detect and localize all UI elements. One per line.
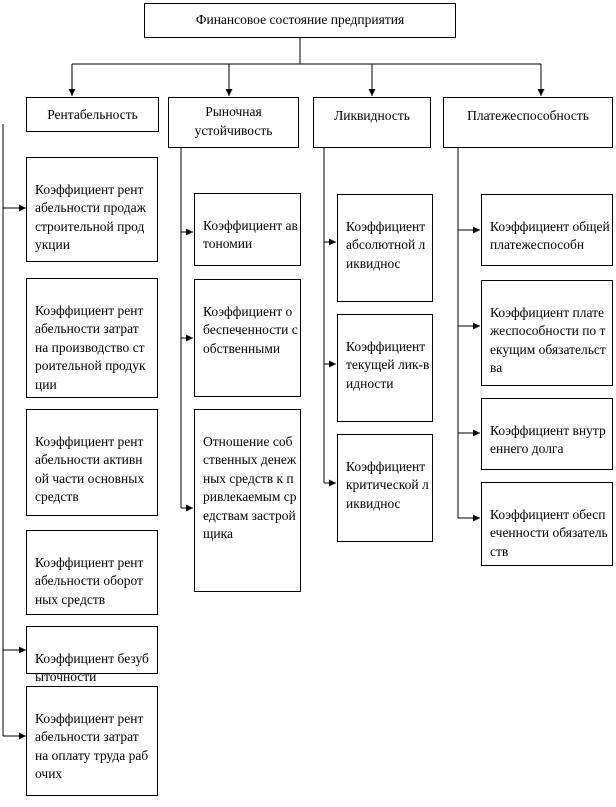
indicator-box	[26, 157, 158, 262]
indicator-label: Коэффициент платежеспособности по текущим обязательства	[490, 304, 606, 375]
indicator-label: Коэффициент обеспеченности обязательств	[490, 506, 608, 559]
indicator-label: Коэффициент общей платежеспособн	[490, 218, 610, 252]
category-box-3	[443, 97, 613, 148]
indicator-label: Коэффициент рентабельности оборотных средств	[35, 554, 144, 607]
indicator-label: Коэффициент внутреннего долга	[490, 422, 606, 456]
root-label: Финансовое состояние предприятия	[195, 12, 405, 27]
indicator-box	[194, 409, 301, 592]
indicator-box	[337, 194, 433, 302]
indicator-box	[194, 193, 301, 266]
category-label: Ликвидность	[334, 108, 410, 123]
root-box	[144, 3, 456, 38]
category-box-2	[313, 97, 431, 148]
indicator-label: Коэффициент обеспеченности собственными	[203, 303, 298, 356]
indicator-label: Коэффициент рентабельности затрат на производство строительной продукции	[35, 302, 146, 392]
indicator-box	[481, 194, 613, 266]
category-label: Рентабельность	[47, 107, 138, 122]
indicator-box	[26, 626, 158, 684]
indicator-label: Коэффициент автономии	[203, 217, 298, 251]
indicator-box	[337, 434, 433, 542]
indicator-box	[26, 530, 158, 615]
indicator-box	[26, 278, 158, 398]
indicator-label: Коэффициент абсолютной ликвиднос	[346, 218, 426, 271]
indicator-label: Коэффициент рентабельности активной части основных средств	[35, 433, 145, 504]
indicator-box	[481, 398, 613, 470]
indicator-box	[481, 482, 613, 566]
category-label: Рыночная устойчивость	[194, 104, 273, 138]
category-box-0	[26, 97, 159, 132]
indicator-box	[194, 279, 301, 397]
indicator-box	[26, 409, 158, 516]
category-box-1	[168, 97, 299, 148]
indicator-label: Коэффициент рентабельности затрат на оплату труда рабочих	[35, 710, 149, 781]
indicator-box	[481, 280, 613, 386]
indicator-label: Коэффициент текущей лик-видности	[346, 338, 430, 391]
indicator-label: Коэффициент критической ликвиднос	[346, 458, 429, 511]
indicator-box	[26, 686, 158, 796]
indicator-label: Отношение собственных денежных средств к привлекаемым средствам застройщика	[203, 433, 297, 541]
indicator-box	[337, 314, 433, 422]
indicator-label: Коэффициент рентабельности продаж строительной продукции	[35, 181, 146, 252]
indicator-label: Коэффициент безубыточности	[35, 650, 149, 684]
category-label: Платежеспособность	[467, 108, 589, 123]
